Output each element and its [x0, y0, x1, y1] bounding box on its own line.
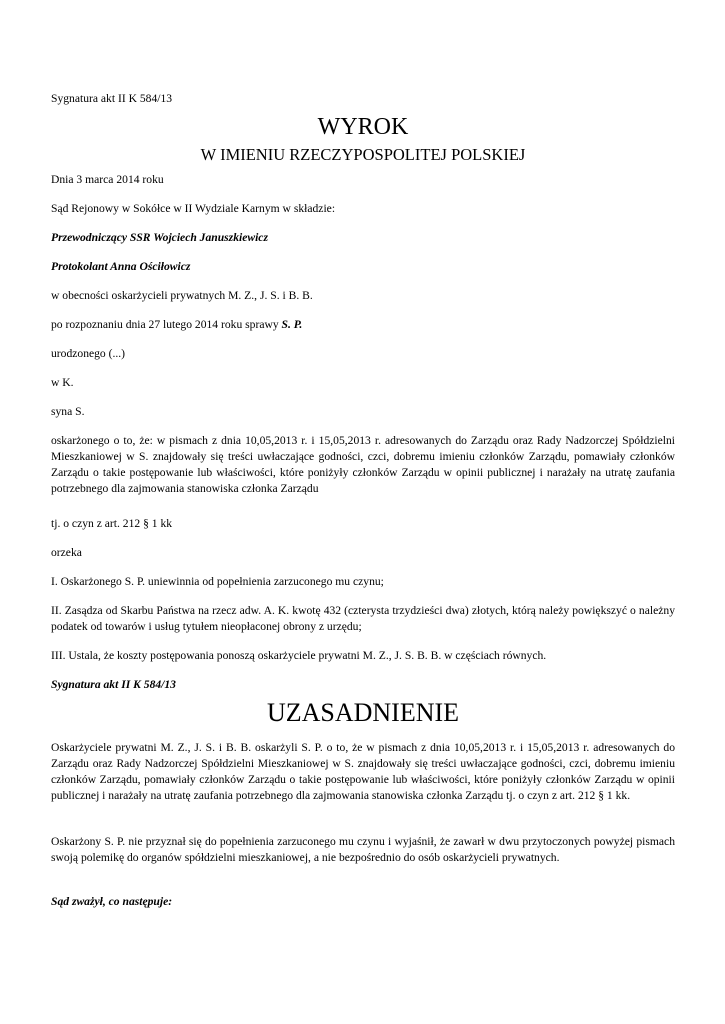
court-composition: Sąd Rejonowy w Sokółce w II Wydziale Karnym w składzie: [51, 202, 336, 215]
charge-text: oskarżonego o to, że: w pismach z dnia 10,05,2013 r. i 15,05,2013 r. adresowanych do Zarządu oraz Rady Nadzorczej Spółdzielni Mieszkaniowej w S. znajdowały się treści uwłaczające godności, czci, dobremu imieniu członków Zarządu, pomawiały członków Zarządu o takie postępowanie lub właściwości, które poniżyły członków Zarządu w opinii publicznej i narażały na utratę zaufania potrzebnego dla zajmowania stanowiska członka Zarządu [51, 434, 675, 495]
verdict-title: WYROK [317, 114, 409, 140]
justification-paragraph-2: Oskarżony S. P. nie przyznał się do popełnienia zarzuconego mu czynu i wyjaśnił, że zawarł w dwu przytoczonych powyżej pismach swoją polemikę do organów spółdzielni mieszkaniowej, a nie bezpośrednio do osób oskarżycieli prywatnych. [51, 835, 675, 864]
court-clerk: Protokolant Anna Ościłowicz [51, 260, 191, 273]
defendant-place: w K. [51, 376, 74, 389]
verdict-date: Dnia 3 marca 2014 roku [51, 173, 164, 186]
verdict-point-1: I. Oskarżonego S. P. uniewinnia od popełnienia zarzuconego mu czynu; [51, 575, 384, 588]
rules-word: orzeka [51, 546, 82, 559]
legal-article: tj. o czyn z art. 212 § 1 kk [51, 517, 173, 530]
hearing-line [51, 317, 302, 333]
presiding-judge: Przewodniczący SSR Wojciech Januszkiewicz [51, 231, 268, 244]
justification-paragraph-1: Oskarżyciele prywatni M. Z., J. S. i B. B. oskarżyli S. P. o to, że w pismach z dnia 10,05,2013 r. i 15,05,2013 r. adresowanych do Zarządu oraz Rady Nadzorczej Spółdzielni Mieszkaniowej w S. znajdowały się treści uwłaczające godności, czci, dobremu imieniu członków Zarządu, pomawiały członków Zarządu o takie postępowanie lub właściwości, które poniżyły członków Zarządu w opinii publicznej i narażały na utratę zaufania potrzebnego dla zajmowania stanowiska członka Zarządu tj. o czyn z art. 212 § 1 kk. [51, 741, 675, 802]
justification-title: UZASADNIENIE [266, 698, 460, 727]
verdict-point-3: III. Ustala, że koszty postępowania ponoszą oskarżyciele prywatni M. Z., J. S. B. B. w częściach równych. [51, 649, 547, 662]
verdict-point-2: II. Zasądza od Skarbu Państwa na rzecz adw. A. K. kwotę 432 (czterysta trzydzieści dwa) złotych, którą należy powiększyć o należny podatek od towarów i usług tytułem nieopłaconej obrony z urzędu; [51, 604, 675, 633]
defendant-birth: urodzonego (...) [51, 347, 126, 360]
prosecutors-present: w obecności oskarżycieli prywatnych M. Z., J. S. i B. B. [51, 289, 313, 302]
court-considered: Sąd zważył, co następuje: [51, 895, 173, 908]
defendant-parent: syna S. [51, 405, 85, 418]
hearing-prefix: po rozpoznaniu dnia 27 lutego 2014 roku sprawy [51, 318, 282, 331]
justification-signature: Sygnatura akt II K 584/13 [51, 678, 176, 691]
defendant-name: S. P. [281, 318, 303, 331]
verdict-subtitle: W IMIENIU RZECZYPOSPOLITEJ POLSKIEJ [200, 145, 526, 164]
case-signature: Sygnatura akt II K 584/13 [51, 92, 173, 105]
